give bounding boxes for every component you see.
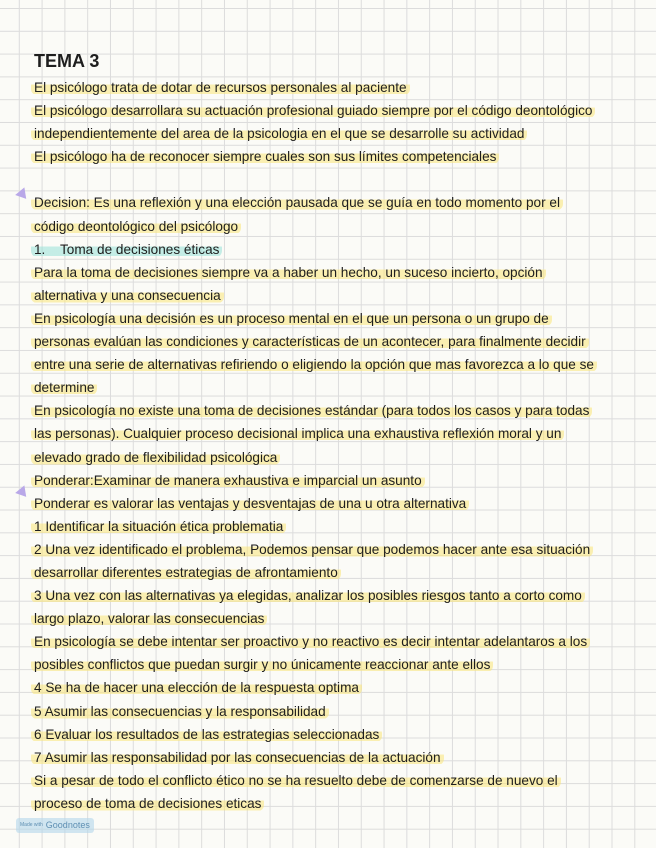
text-line: posibles conflictos que puedan surgir y no únicamente reaccionar ante ellos [34,653,634,676]
text-line: En psicología no existe una toma de decisiones estándar (para todos los casos y para todas [34,399,634,422]
list-heading-text: Toma de decisiones éticas [60,241,220,257]
goodnotes-watermark [16,818,94,833]
text-line: largo plazo, valorar las consecuencias [34,607,634,630]
text-line: El psicólogo trata de dotar de recursos personales al paciente [34,76,634,99]
text-line: 2 Una vez identificado el problema, Podemos pensar que podemos hacer ante esa situación [34,538,634,561]
text-line: Decision: Es una reflexión y una elección pausada que se guía en todo momento por el [34,191,634,214]
watermark-brand: Goodnotes [45,820,90,830]
text-line: personas evalúan las condiciones y características de un acontecer, para finalmente decidir [34,330,634,353]
text-line: alternativa y una consecuencia [34,284,634,307]
text-line: En psicología se debe intentar ser proactivo y no reactivo es decir intentar adelantaros a los [34,630,634,653]
text-line: Si a pesar de todo el conflicto ético no se ha resuelto debe de comenzarse de nuevo el [34,769,634,792]
text-line: código deontológico del psicólogo [34,215,634,238]
text-line: Ponderar es valorar las ventajas y desventajas de una u otra alternativa [34,492,634,515]
text-line: 4 Se ha de hacer una elección de la respuesta optima [34,676,634,699]
text-line: 7 Asumir las responsabilidad por las consecuencias de la actuación [34,746,634,769]
text-line: elevado grado de flexibilidad psicológica [34,446,634,469]
list-number: 1. [34,241,46,257]
list-heading [34,238,634,261]
text-line: En psicología una decisión es un proceso mental en el que un persona o un grupo de [34,307,634,330]
text-line: entre una serie de alternativas refiriendo o eligiendo la opción que mas favorezca a lo que se [34,353,634,376]
note-page [34,50,634,815]
text-line: determine [34,376,634,399]
text-line: proceso de toma de decisiones eticas [34,792,634,815]
text-line: 6 Evaluar los resultados de las estrategias seleccionadas [34,723,634,746]
page-title: TEMA 3 [34,51,100,71]
bookmark-tip-icon [15,485,31,500]
text-line: desarrollar diferentes estrategias de afrontamiento [34,561,634,584]
bookmark-tip-icon [15,187,31,202]
text-line: Para la toma de decisiones siempre va a haber un hecho, un suceso incierto, opción [34,261,634,284]
text-line: las personas). Cualquier proceso decisional implica una exhaustiva reflexión moral y un [34,422,634,445]
text-line: 5 Asumir las consecuencias y la responsabilidad [34,700,634,723]
text-line: 1 Identificar la situación ética problematia [34,515,634,538]
text-line: independientemente del area de la psicologia en el que se desarrolle su actividad [34,122,634,145]
text-line: 3 Una vez con las alternativas ya elegidas, analizar los posibles riesgos tanto a corto como [34,584,634,607]
text-line: El psicólogo desarrollara su actuación profesional guiado siempre por el código deontológico [34,99,634,122]
watermark-prefix: Made with [20,822,43,829]
blank-line [34,168,634,191]
text-line: Ponderar:Examinar de manera exhaustiva e imparcial un asunto [34,469,634,492]
text-line: El psicólogo ha de reconocer siempre cuales son sus límites competenciales [34,145,634,168]
